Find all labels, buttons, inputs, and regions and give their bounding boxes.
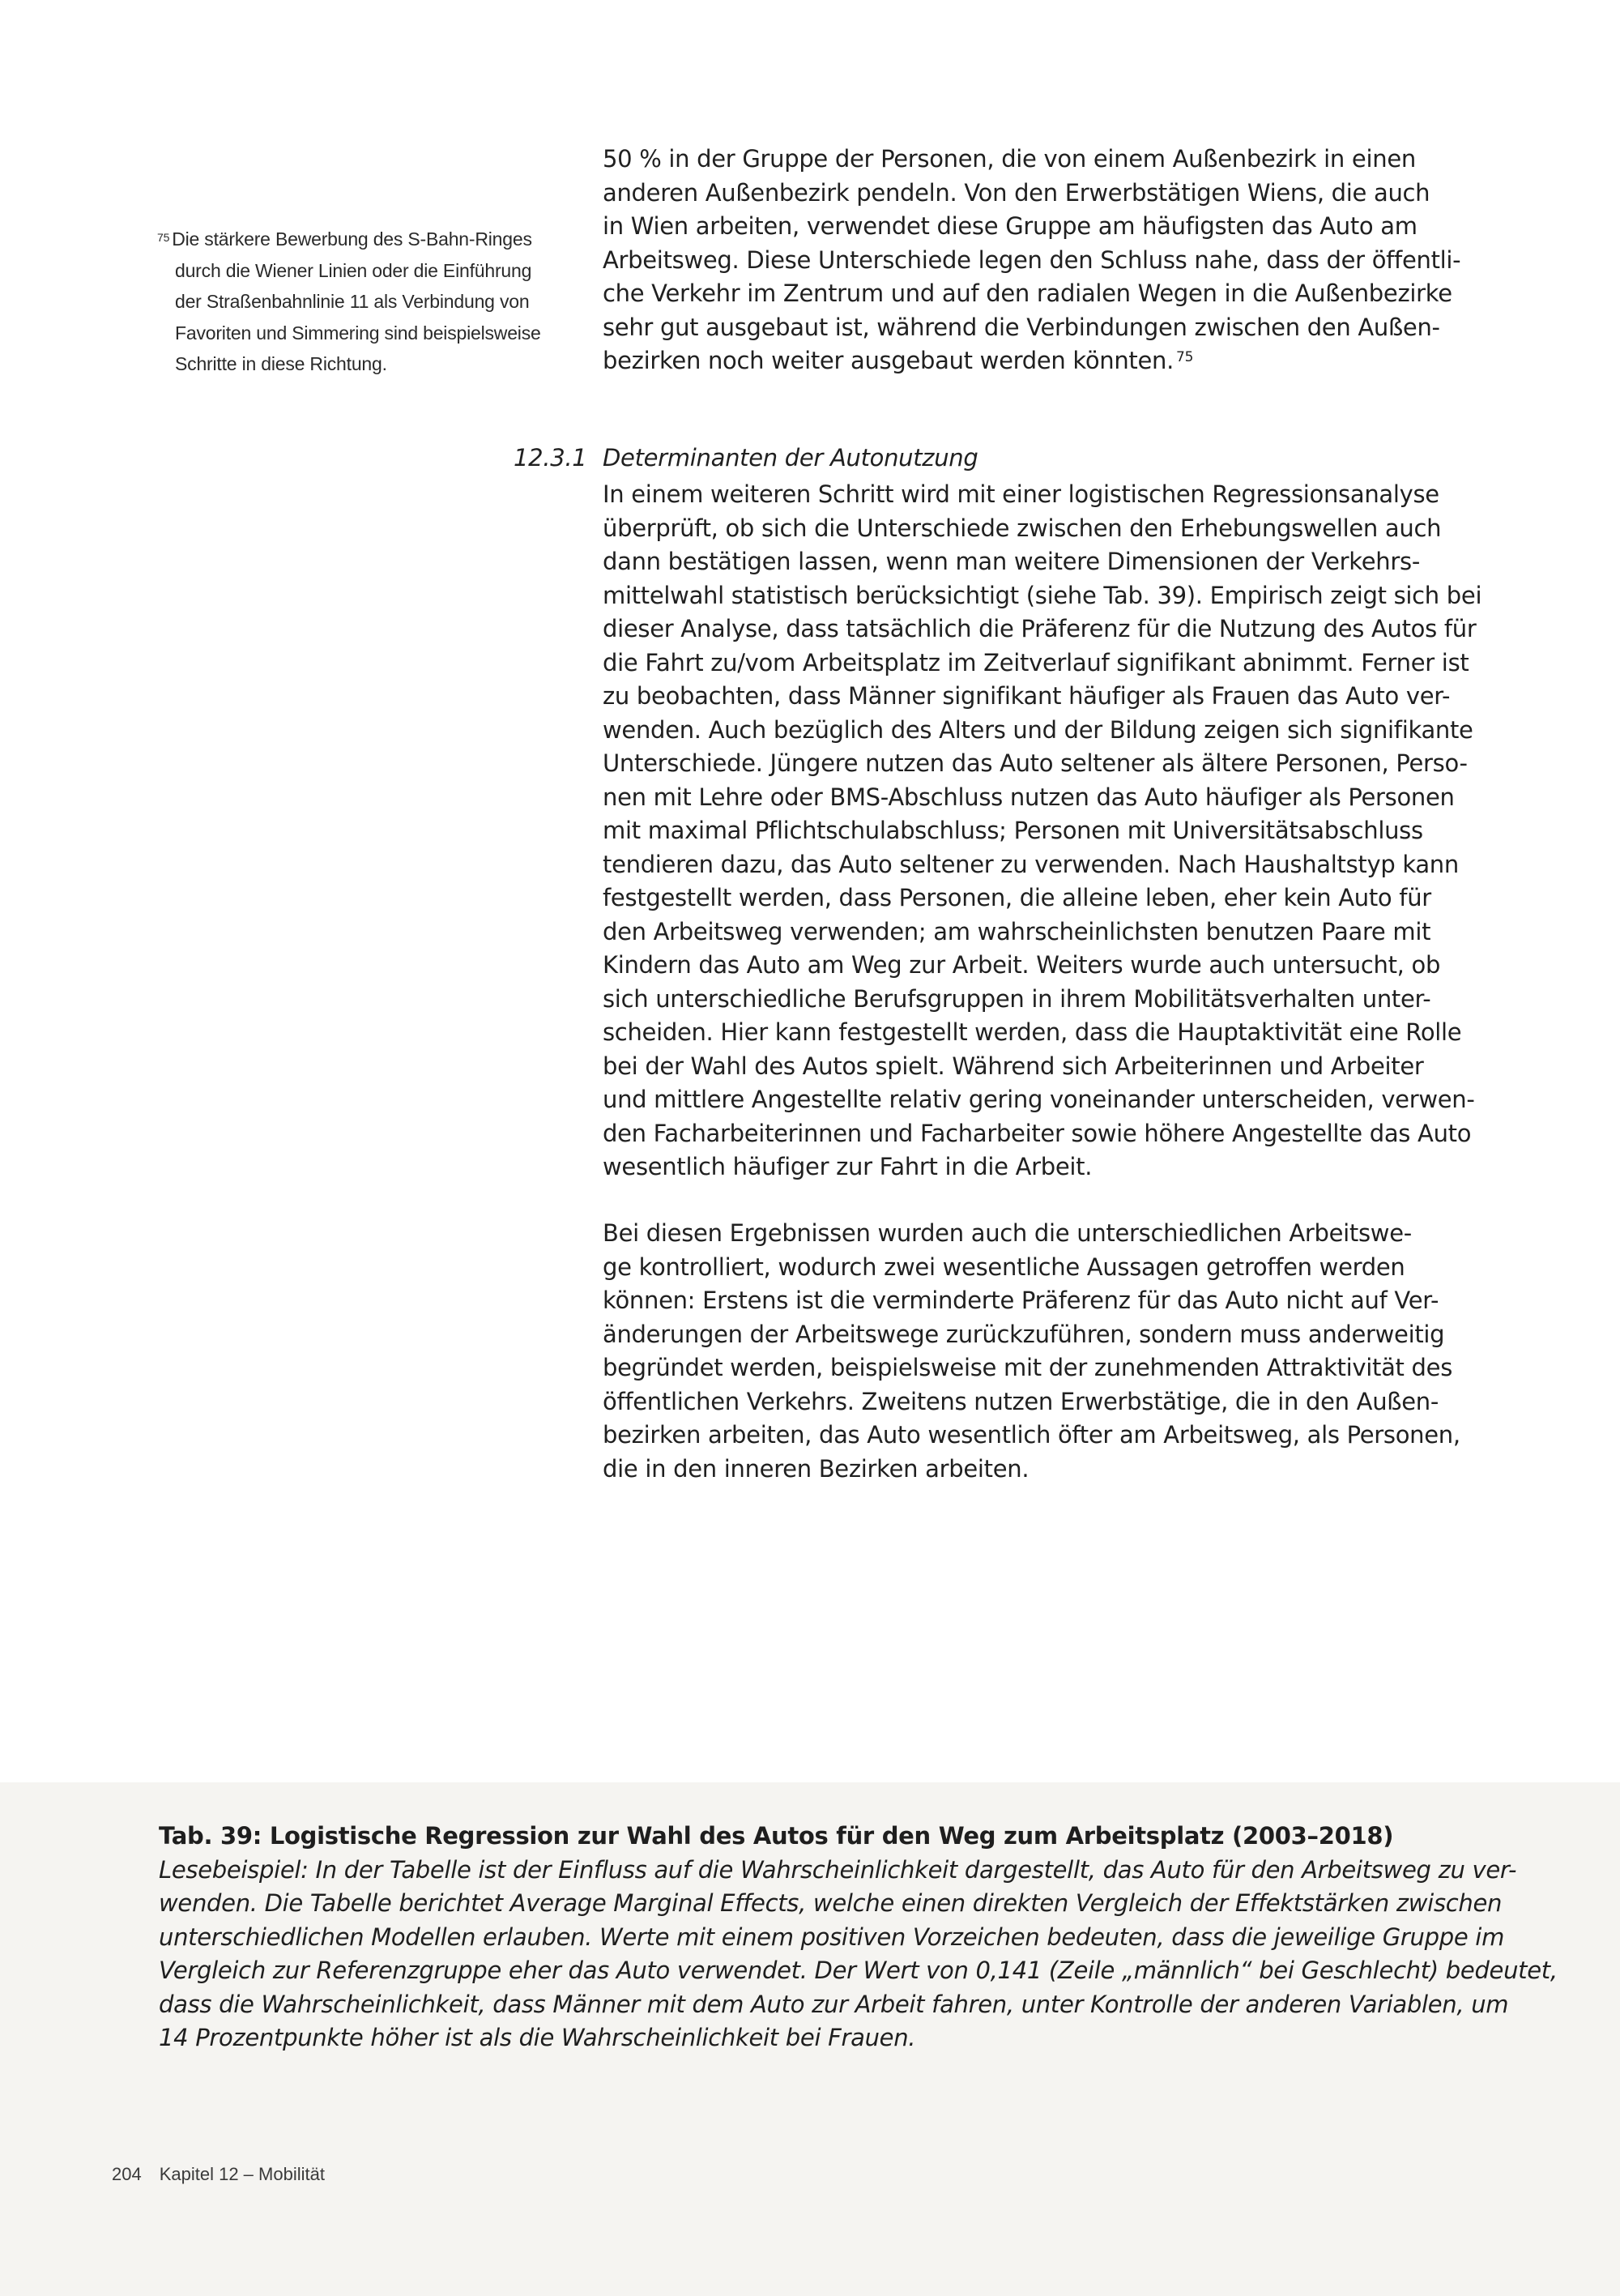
- text-line: festgestellt werden, dass Personen, die alleine leben, eher kein Auto für: [603, 884, 1431, 911]
- text-line: dann bestätigen lassen, wenn man weitere Dimensionen der Verkehrs-: [603, 548, 1420, 575]
- text-line: che Verkehr im Zentrum und auf den radialen Wegen in die Außenbezirke: [603, 280, 1452, 307]
- text-line: sich unterschiedliche Berufsgruppen in ihrem Mobilitätsverhalten unter-: [603, 984, 1431, 1013]
- footnote-75: [157, 224, 541, 380]
- text-line: überprüft, ob sich die Unterschiede zwischen den Erhebungswellen auch: [603, 514, 1442, 542]
- text-line: den Facharbeiterinnen und Facharbeiter sowie höhere Angestellte das Auto: [603, 1119, 1472, 1147]
- chapter-label: Kapitel 12 – Mobilität: [159, 2164, 325, 2184]
- text-line: Kindern das Auto am Weg zur Arbeit. Weiters wurde auch untersucht, ob: [603, 951, 1441, 979]
- reading-example-line: Lesebeispiel: In der Tabelle ist der Einfluss auf die Wahrscheinlichkeit dargestellt, das Auto für den Arbeitsweg zu ver-: [159, 1855, 1517, 1884]
- text-line: wenden. Auch bezüglich des Alters und der Bildung zeigen sich signifikante: [603, 715, 1473, 744]
- reading-example-line: dass die Wahrscheinlichkeit, dass Männer mit dem Auto zur Arbeit fahren, unter Kontrolle der anderen Variablen, um: [159, 1990, 1509, 2018]
- text-line: den Arbeitsweg verwenden; am wahrscheinlichsten benutzen Paare mit: [603, 917, 1431, 945]
- text-line: anderen Außenbezirk pendeln. Von den Erwerbstätigen Wiens, die auch: [603, 178, 1430, 207]
- text-line: mit maximal Pflichtschulabschluss; Personen mit Universitätsabschluss: [603, 817, 1423, 844]
- text-line: dieser Analyse, dass tatsächlich die Präferenz für die Nutzung des Autos für: [603, 615, 1477, 642]
- reading-example-line: 14 Prozentpunkte höher ist als die Wahrscheinlichkeit bei Frauen.: [159, 2024, 916, 2051]
- text-line: wesentlich häufiger zur Fahrt in die Arbeit.: [603, 1153, 1093, 1180]
- text-line: Arbeitsweg. Diese Unterschiede legen den Schluss nahe, dass der öffentli-: [603, 245, 1461, 274]
- footnote-line: durch die Wiener Linien oder die Einführung: [175, 259, 532, 281]
- footnote-line: Schritte in diese Richtung.: [175, 353, 387, 374]
- text-line: in Wien arbeiten, verwendet diese Gruppe am häufigsten das Auto am: [603, 212, 1418, 240]
- text-line: bezirken noch weiter ausgebaut werden könnten. $^{75}$: [603, 347, 1194, 374]
- section-title: Determinanten der Autonutzung: [603, 444, 978, 472]
- footnote-reference[interactable]: 75: [1176, 349, 1194, 365]
- text-line: änderungen der Arbeitswege zurückzuführen, sondern muss anderweitig: [603, 1320, 1445, 1348]
- text-line: Bei diesen Ergebnissen wurden auch die unterschiedlichen Arbeitswe-: [603, 1219, 1412, 1247]
- footnote-line: der Straßenbahnlinie 11 als Verbindung von: [175, 291, 530, 312]
- text-line: bei der Wahl des Autos spielt. Während sich Arbeiterinnen und Arbeiter: [603, 1052, 1424, 1080]
- text-line: begründet werden, beispielsweise mit der zunehmenden Attraktivität des: [603, 1354, 1452, 1381]
- text-line: die in den inneren Bezirken arbeiten.: [603, 1454, 1030, 1483]
- text-line: In einem weiteren Schritt wird mit einer logistischen Regressionsanalyse: [603, 480, 1439, 508]
- footnote-marker: 75: [157, 231, 170, 244]
- text-line: tendieren dazu, das Auto seltener zu verwenden. Nach Haushaltstyp kann: [603, 850, 1459, 878]
- text-line: Unterschiede. Jüngere nutzen das Auto seltener als ältere Personen, Perso-: [603, 749, 1468, 777]
- text-line: mittelwahl statistisch berücksichtigt (siehe Tab. 39). Empirisch zeigt sich bei: [603, 581, 1482, 609]
- reading-example-line: wenden. Die Tabelle berichtet Average Marginal Effects, welche einen direkten Vergleich der Effektstärken zwischen: [159, 1889, 1503, 1917]
- text-line: 50 % in der Gruppe der Personen, die von einem Außenbezirk in einen: [603, 145, 1416, 173]
- text-line: nen mit Lehre oder BMS-Abschluss nutzen das Auto häufiger als Personen: [603, 783, 1455, 811]
- table-title: Tab. 39: Logistische Regression zur Wahl des Autos für den Weg zum Arbeitsplatz (2003–2018): [159, 1822, 1394, 1850]
- reading-example-line: unterschiedlichen Modellen erlauben. Werte mit einem positiven Vorzeichen bedeuten, dass die jeweilige Gruppe im: [159, 1923, 1505, 1951]
- text-line: bezirken arbeiten, das Auto wesentlich öfter am Arbeitsweg, als Personen,: [603, 1421, 1460, 1449]
- footnote-line: Favoriten und Simmering sind beispielsweise: [175, 322, 541, 344]
- results-paragraph: [603, 1217, 1477, 1486]
- table-caption: [159, 1820, 1558, 2055]
- text-line: ge kontrolliert, wodurch zwei wesentliche Aussagen getroffen werden: [603, 1253, 1405, 1281]
- section-paragraph: [603, 478, 1482, 1184]
- text-line: sehr gut ausgebaut ist, während die Verbindungen zwischen den Außen-: [603, 313, 1440, 341]
- text-line: können: Erstens ist die verminderte Präferenz für das Auto nicht auf Ver-: [603, 1287, 1439, 1314]
- text-line: und mittlere Angestellte relativ gering voneinander unterscheiden, verwen-: [603, 1086, 1475, 1113]
- text-line: die Fahrt zu/vom Arbeitsplatz im Zeitverlauf signifikant abnimmt. Ferner ist: [603, 648, 1469, 676]
- text-line: öffentlichen Verkehrs. Zweitens nutzen Erwerbstätige, die in den Außen-: [603, 1387, 1439, 1415]
- intro-paragraph: [603, 143, 1477, 378]
- reading-example-line: Vergleich zur Referenzgruppe eher das Auto verwendet. Der Wert von 0,141 (Zeile „männlich“ bei Geschlecht) bedeutet,: [159, 1957, 1558, 1984]
- page-number: 204: [112, 2164, 142, 2184]
- text-line: scheiden. Hier kann festgestellt werden, dass die Hauptaktivität eine Rolle: [603, 1018, 1462, 1046]
- section-number: 12.3.1: [514, 444, 587, 472]
- text-line: zu beobachten, dass Männer signifikant häufiger als Frauen das Auto ver-: [603, 682, 1451, 710]
- footnote-line: $^{75}$ Die stärkere Bewerbung des S-Bahn-Ringes: [157, 228, 532, 250]
- page-footer: [112, 2164, 325, 2185]
